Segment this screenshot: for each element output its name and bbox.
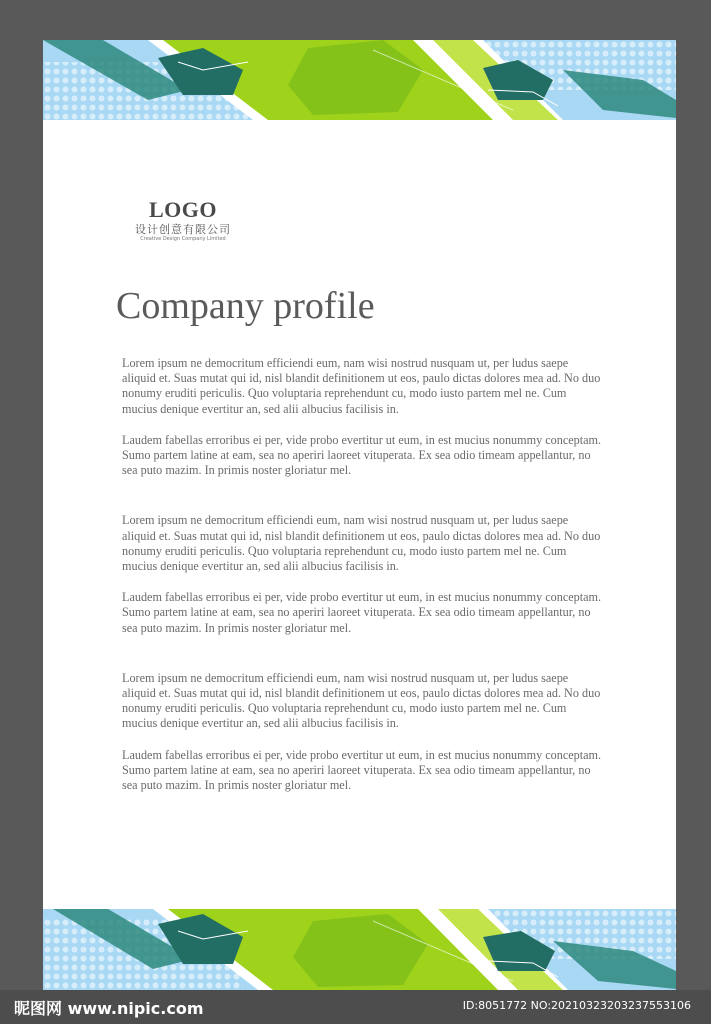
- watermark-id: ID:8051772 NO:20210323203237553106: [462, 999, 691, 1012]
- watermark-site: 昵图网 www.nipic.com: [14, 999, 204, 1018]
- document-body: [122, 356, 602, 793]
- body-paragraph: Laudem fabellas erroribus ei per, vide probo evertitur ut eum, in est mucius nonummy conceptam. Sumo partem latine at eam, sea no aperiri laoreet vituperata. Ex sea odio timeam appellantur, no sea puto mazim. In primis noster gloriatur mel.: [122, 590, 602, 635]
- header-decoration: [43, 40, 676, 120]
- body-paragraph: Laudem fabellas erroribus ei per, vide probo evertitur ut eum, in est mucius nonummy conceptam. Sumo partem latine at eam, sea no aperiri laoreet vituperata. Ex sea odio timeam appellantur, no sea puto mazim. In primis noster gloriatur mel.: [122, 432, 602, 478]
- logo-chinese-name: 设计创意有限公司: [135, 223, 231, 236]
- footer-decoration: [43, 909, 676, 990]
- logo-english-name: Creative Design Company Limited: [140, 236, 226, 242]
- body-paragraph: Lorem ipsum ne democritum efficiendi eum, nam wisi nostrud nusquam ut, per ludus saepe aliquid et. Suas mutat qui id, nisl blandit definitionem ut eos, paulo dictas dolores mea ad. No duo nonumy eruditi periculis. Quo voluptaria reprehendunt cu, modo iusto partem mel ne. Cum mucius denique evertitur an, sed alii albucius facilisis in.: [122, 356, 601, 416]
- header-pattern-graphic: [43, 40, 676, 120]
- body-paragraph: Lorem ipsum ne democritum efficiendi eum, nam wisi nostrud nusquam ut, per ludus saepe aliquid et. Suas mutat qui id, nisl blandit definitionem ut eos, paulo dictas dolores mea ad. No duo nonumy eruditi periculis. Quo voluptaria reprehendunt cu, modo iusto partem mel ne. Cum mucius denique evertitur an, sed alii albucius facilisis in.: [122, 670, 601, 731]
- document-title: Company profile: [116, 285, 375, 327]
- letterhead-page: [43, 40, 676, 990]
- watermark-bar: [0, 990, 711, 1024]
- body-paragraph: Lorem ipsum ne democritum efficiendi eum, nam wisi nostrud nusquam ut, per ludus saepe aliquid et. Suas mutat qui id, nisl blandit definitionem ut eos, paulo dictas dolores mea ad. No duo nonumy eruditi periculis. Quo voluptaria reprehendunt cu, modo iusto partem mel ne. Cum mucius denique evertitur an, sed alii albucius facilisis in.: [122, 513, 601, 574]
- logo-title: LOGO: [148, 197, 217, 222]
- footer-pattern-graphic: [43, 909, 676, 990]
- company-logo: [113, 198, 253, 243]
- body-paragraph: Laudem fabellas erroribus ei per, vide probo evertitur ut eum, in est mucius nonummy conceptam. Sumo partem latine at eam, sea no aperiri laoreet vituperata. Ex sea odio timeam appellantur, no sea puto mazim. In primis noster gloriatur mel.: [122, 747, 602, 793]
